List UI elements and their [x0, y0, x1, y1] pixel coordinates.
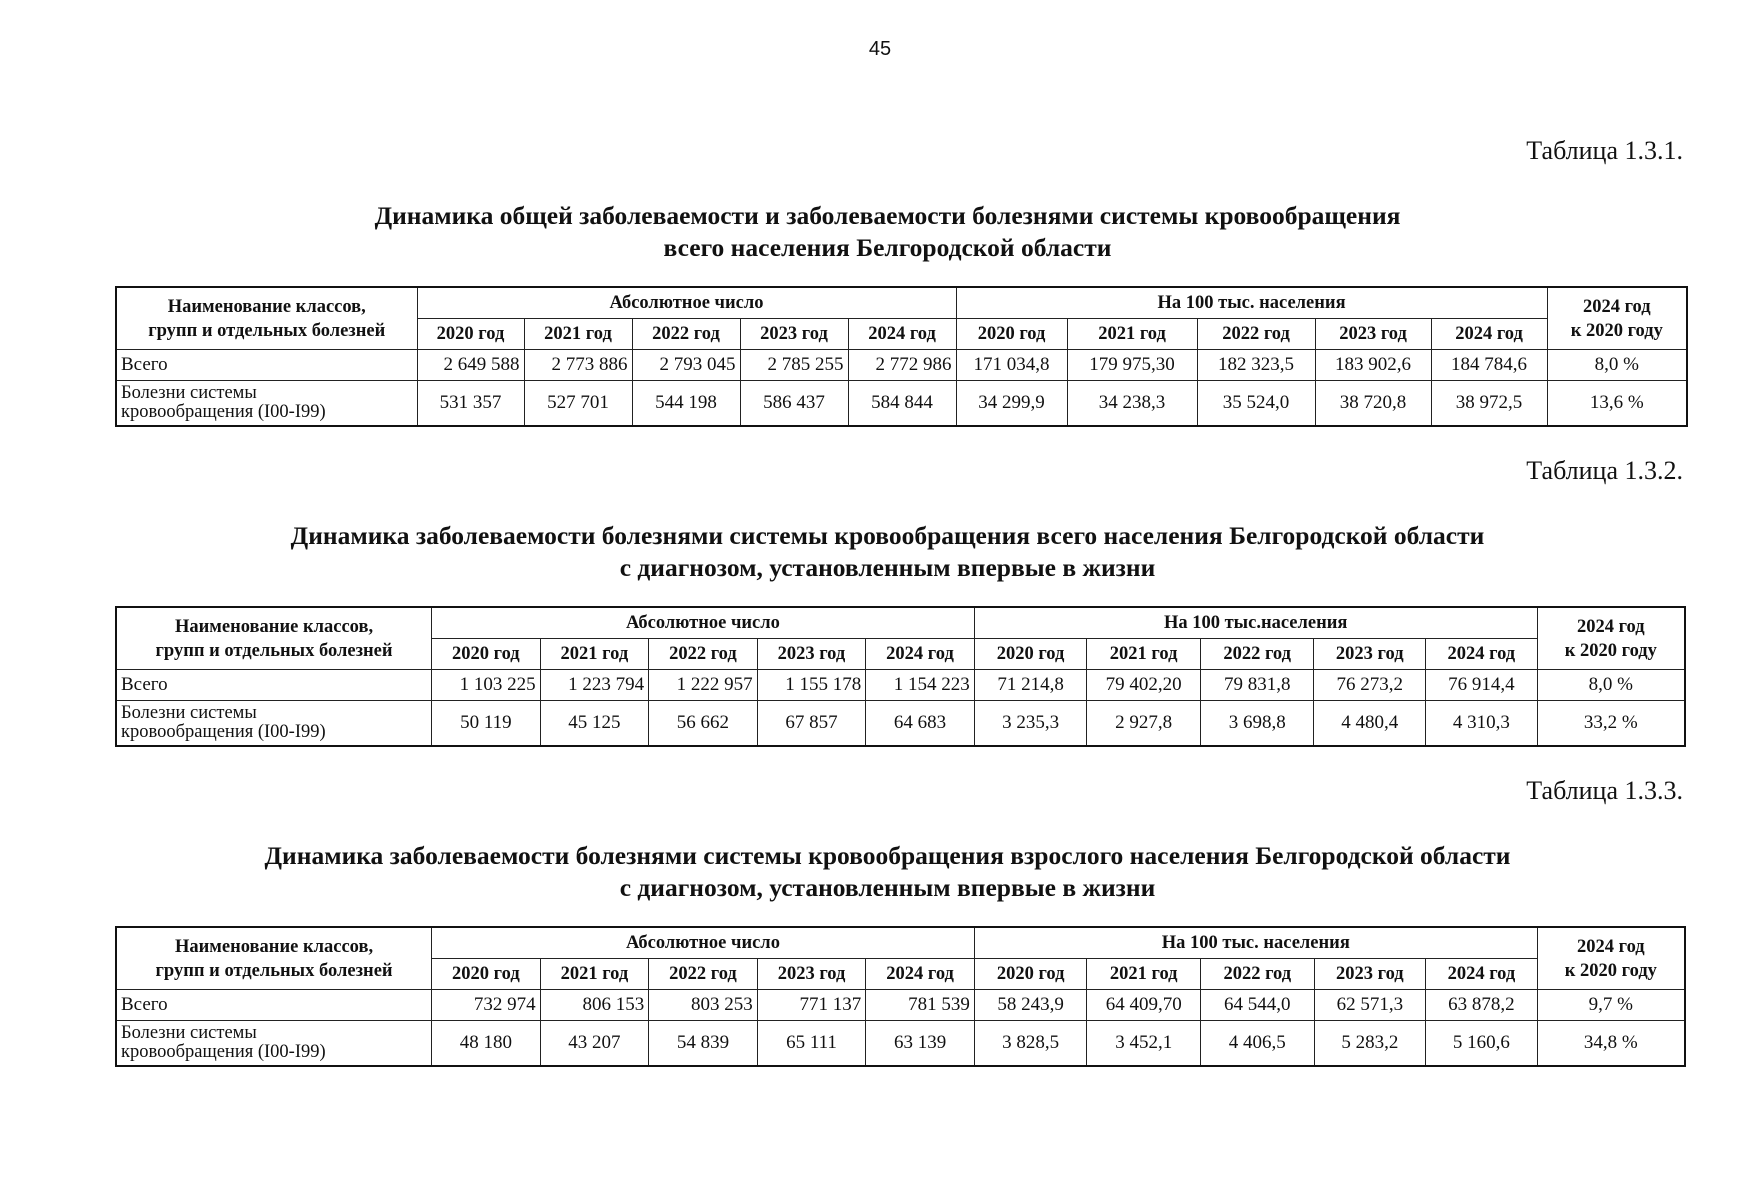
header-text: групп и отдельных болезней — [148, 320, 386, 341]
value-cell-absolute: 54 839 — [649, 1021, 758, 1067]
value-cell-absolute: 65 111 — [757, 1021, 866, 1067]
column-header-year: 2020 год — [417, 319, 524, 350]
column-group-absolute: Абсолютное число — [432, 927, 975, 959]
value-cell-per-100k: 79 402,20 — [1087, 670, 1201, 701]
column-group-per-100k: На 100 тыс. населения — [956, 287, 1547, 319]
value-cell-absolute: 1 154 223 — [866, 670, 975, 701]
value-cell-change: 8,0 % — [1537, 670, 1685, 701]
column-header-year: 2024 год — [848, 319, 956, 350]
header-text: Наименование классов, — [175, 936, 374, 957]
page-number: 45 — [868, 38, 892, 60]
table-title-line: Динамика общей заболеваемости и заболеваемости болезнями системы кровообращения — [374, 201, 1401, 230]
column-header-year: 2024 год — [1426, 639, 1538, 670]
value-cell-absolute: 803 253 — [649, 990, 758, 1021]
column-header-change — [1537, 927, 1685, 990]
column-header-name — [116, 287, 417, 350]
table-title — [0, 840, 1760, 904]
value-cell-per-100k: 38 720,8 — [1315, 381, 1431, 427]
column-group-per-100k: На 100 тыс. населения — [974, 927, 1537, 959]
column-header-year: 2024 год — [866, 639, 975, 670]
value-cell-per-100k: 35 524,0 — [1197, 381, 1315, 427]
value-cell-per-100k: 58 243,9 — [974, 990, 1087, 1021]
column-header-year: 2020 год — [974, 639, 1087, 670]
value-cell-per-100k: 64 409,70 — [1087, 990, 1201, 1021]
table-title-line: всего населения Белгородской области — [663, 233, 1112, 262]
column-group-absolute: Абсолютное число — [432, 607, 975, 639]
column-header-year: 2023 год — [740, 319, 848, 350]
column-header-year: 2020 год — [432, 639, 541, 670]
value-cell-absolute: 50 119 — [432, 701, 541, 747]
row-name-cell: Всего — [116, 350, 417, 381]
value-cell-per-100k: 38 972,5 — [1431, 381, 1547, 427]
value-cell-absolute: 2 793 045 — [632, 350, 740, 381]
data-table — [115, 286, 1688, 427]
value-cell-per-100k: 183 902,6 — [1315, 350, 1431, 381]
row-name-text: Болезни системы — [121, 1023, 257, 1043]
column-header-year: 2023 год — [1314, 639, 1426, 670]
column-header-year: 2022 год — [1197, 319, 1315, 350]
table-title-line: Динамика заболеваемости болезнями системы кровообращения всего населения Белгородской области — [290, 521, 1485, 550]
column-header-year: 2023 год — [757, 639, 866, 670]
column-header-year: 2024 год — [1426, 959, 1538, 990]
value-cell-absolute: 1 155 178 — [757, 670, 866, 701]
value-cell-absolute: 584 844 — [848, 381, 956, 427]
row-name-text: Болезни системы — [121, 703, 257, 723]
value-cell-per-100k: 4 480,4 — [1314, 701, 1426, 747]
row-name-text: кровообращения (I00-I99) — [121, 402, 326, 422]
value-cell-change: 34,8 % — [1537, 1021, 1685, 1067]
value-cell-absolute: 586 437 — [740, 381, 848, 427]
value-cell-per-100k: 79 831,8 — [1200, 670, 1314, 701]
header-text: Наименование классов, — [167, 296, 366, 317]
value-cell-absolute: 63 139 — [866, 1021, 975, 1067]
value-cell-per-100k: 3 235,3 — [974, 701, 1087, 747]
value-cell-absolute: 544 198 — [632, 381, 740, 427]
value-cell-absolute: 531 357 — [417, 381, 524, 427]
value-cell-per-100k: 4 406,5 — [1201, 1021, 1315, 1067]
value-cell-per-100k: 3 698,8 — [1200, 701, 1314, 747]
header-row — [116, 287, 1687, 319]
column-group-per-100k: На 100 тыс.населения — [974, 607, 1537, 639]
column-header-year: 2023 год — [1314, 959, 1426, 990]
table-title-line: Динамика заболеваемости болезнями системы кровообращения взрослого населения Белгородской области — [264, 841, 1511, 870]
value-cell-per-100k: 171 034,8 — [956, 350, 1067, 381]
table-label: Таблица 1.3.1. — [1526, 136, 1683, 165]
table-row — [116, 670, 1685, 701]
column-header-year: 2022 год — [649, 959, 758, 990]
value-cell-per-100k: 34 238,3 — [1067, 381, 1197, 427]
value-cell-per-100k: 62 571,3 — [1314, 990, 1426, 1021]
value-cell-per-100k: 3 828,5 — [974, 1021, 1087, 1067]
column-header-year: 2021 год — [524, 319, 632, 350]
row-name-text: кровообращения (I00-I99) — [121, 722, 326, 742]
value-cell-absolute: 64 683 — [866, 701, 975, 747]
value-cell-per-100k: 5 160,6 — [1426, 1021, 1538, 1067]
value-cell-per-100k: 179 975,30 — [1067, 350, 1197, 381]
column-header-year: 2020 год — [432, 959, 541, 990]
value-cell-change: 9,7 % — [1537, 990, 1685, 1021]
header-text: групп и отдельных болезней — [155, 640, 393, 661]
column-header-year: 2022 год — [649, 639, 758, 670]
table-label: Таблица 1.3.3. — [1526, 776, 1683, 805]
column-header-year: 2021 год — [1087, 959, 1201, 990]
column-header-year: 2021 год — [540, 959, 649, 990]
header-text: 2024 год — [1577, 936, 1645, 957]
table-row — [116, 350, 1687, 381]
table-title — [0, 200, 1760, 264]
column-header-year: 2020 год — [974, 959, 1087, 990]
table-label: Таблица 1.3.2. — [1526, 456, 1683, 485]
column-group-absolute: Абсолютное число — [417, 287, 956, 319]
value-cell-per-100k: 4 310,3 — [1426, 701, 1538, 747]
value-cell-absolute: 806 153 — [540, 990, 649, 1021]
row-name-cell — [116, 381, 417, 427]
row-name-text: Болезни системы — [121, 383, 257, 403]
value-cell-per-100k: 34 299,9 — [956, 381, 1067, 427]
row-name-text: кровообращения (I00-I99) — [121, 1042, 326, 1062]
table-title-line: с диагнозом, установленным впервые в жизни — [619, 553, 1156, 582]
row-name-cell — [116, 1021, 432, 1067]
value-cell-absolute: 527 701 — [524, 381, 632, 427]
column-header-year: 2022 год — [1200, 639, 1314, 670]
value-cell-absolute: 45 125 — [540, 701, 649, 747]
header-text: к 2020 году — [1564, 640, 1657, 661]
value-cell-per-100k: 63 878,2 — [1426, 990, 1538, 1021]
value-cell-per-100k: 182 323,5 — [1197, 350, 1315, 381]
column-header-year: 2021 год — [1067, 319, 1197, 350]
value-cell-absolute: 56 662 — [649, 701, 758, 747]
header-text: групп и отдельных болезней — [155, 960, 393, 981]
column-header-name — [116, 927, 432, 990]
row-name-cell — [116, 701, 432, 747]
value-cell-absolute: 2 773 886 — [524, 350, 632, 381]
value-cell-absolute: 67 857 — [757, 701, 866, 747]
value-cell-per-100k: 3 452,1 — [1087, 1021, 1201, 1067]
row-name-cell: Всего — [116, 990, 432, 1021]
header-text: к 2020 году — [1564, 960, 1657, 981]
value-cell-per-100k: 71 214,8 — [974, 670, 1087, 701]
column-header-change — [1547, 287, 1687, 350]
value-cell-per-100k: 76 273,2 — [1314, 670, 1426, 701]
value-cell-per-100k: 184 784,6 — [1431, 350, 1547, 381]
value-cell-absolute: 2 649 588 — [417, 350, 524, 381]
column-header-change — [1537, 607, 1685, 670]
column-header-year: 2023 год — [757, 959, 866, 990]
value-cell-absolute: 48 180 — [432, 1021, 541, 1067]
column-header-name — [116, 607, 432, 670]
value-cell-absolute: 2 785 255 — [740, 350, 848, 381]
header-text: 2024 год — [1582, 296, 1651, 317]
value-cell-per-100k: 5 283,2 — [1314, 1021, 1426, 1067]
value-cell-absolute: 781 539 — [866, 990, 975, 1021]
column-header-year: 2024 год — [866, 959, 975, 990]
value-cell-per-100k: 2 927,8 — [1087, 701, 1201, 747]
table-row — [116, 381, 1687, 427]
table-title-line: с диагнозом, установленным впервые в жизни — [619, 873, 1156, 902]
table-title — [0, 520, 1760, 584]
column-header-year: 2021 год — [540, 639, 649, 670]
row-name-cell: Всего — [116, 670, 432, 701]
header-text: к 2020 году — [1570, 320, 1663, 341]
value-cell-absolute: 1 103 225 — [432, 670, 541, 701]
value-cell-absolute: 771 137 — [757, 990, 866, 1021]
column-header-year: 2020 год — [956, 319, 1067, 350]
header-row — [116, 927, 1685, 959]
data-table — [115, 926, 1686, 1067]
value-cell-per-100k: 64 544,0 — [1201, 990, 1315, 1021]
table-row — [116, 701, 1685, 747]
header-text: 2024 год — [1576, 616, 1645, 637]
value-cell-absolute: 732 974 — [432, 990, 541, 1021]
table-row — [116, 1021, 1685, 1067]
value-cell-per-100k: 76 914,4 — [1426, 670, 1538, 701]
column-header-year: 2022 год — [1201, 959, 1315, 990]
column-header-year: 2021 год — [1087, 639, 1201, 670]
value-cell-absolute: 43 207 — [540, 1021, 649, 1067]
header-text: Наименование классов, — [175, 616, 374, 637]
value-cell-absolute: 1 223 794 — [540, 670, 649, 701]
header-row — [116, 607, 1685, 639]
data-table — [115, 606, 1686, 747]
value-cell-change: 13,6 % — [1547, 381, 1687, 427]
column-header-year: 2023 год — [1315, 319, 1431, 350]
column-header-year: 2024 год — [1431, 319, 1547, 350]
value-cell-change: 33,2 % — [1537, 701, 1685, 747]
column-header-year: 2022 год — [632, 319, 740, 350]
value-cell-change: 8,0 % — [1547, 350, 1687, 381]
value-cell-absolute: 1 222 957 — [649, 670, 758, 701]
table-row — [116, 990, 1685, 1021]
value-cell-absolute: 2 772 986 — [848, 350, 956, 381]
